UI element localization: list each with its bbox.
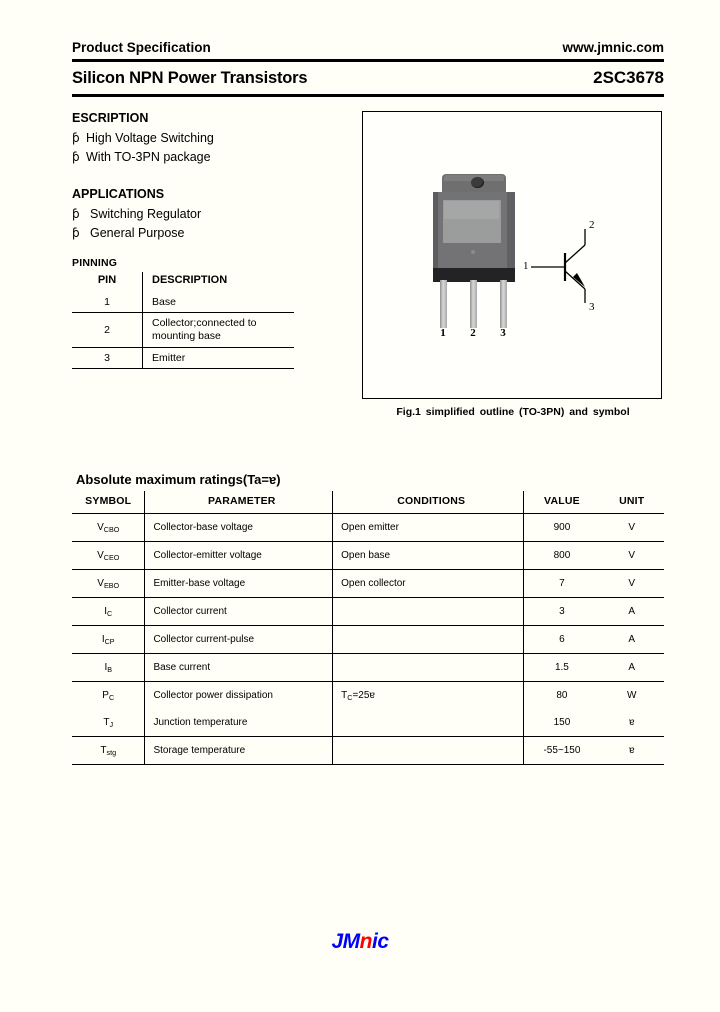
rating-conditions: Open emitter xyxy=(333,514,524,542)
table-row xyxy=(72,654,664,682)
rating-value: -55~150 xyxy=(524,737,600,765)
rating-unit: A xyxy=(600,626,664,654)
symbol-base: T xyxy=(100,744,107,756)
rating-parameter: Storage temperature xyxy=(145,737,333,765)
website-link[interactable]: www.jmnic.com xyxy=(562,40,664,55)
symbol-base: P xyxy=(102,689,109,701)
rating-symbol xyxy=(72,709,145,737)
symbol-pin-base: 1 xyxy=(523,260,529,272)
rating-value: 900 xyxy=(524,514,600,542)
applications-item-label: Switching Regulator xyxy=(90,207,202,221)
ratings-title: Absolute maximum ratings(Ta=ɐ) xyxy=(76,472,281,487)
bullet-icon: ƥ xyxy=(72,131,80,145)
ratings-col-unit: UNIT xyxy=(600,491,664,514)
symbol-subscript: stg xyxy=(106,747,117,757)
rating-conditions xyxy=(333,654,524,682)
rating-unit: V xyxy=(600,514,664,542)
pinning-table xyxy=(72,272,294,369)
ratings-col-conditions: CONDITIONS xyxy=(333,491,524,514)
right-column xyxy=(362,111,664,418)
rating-parameter: Base current xyxy=(145,654,333,682)
figure-box xyxy=(362,111,662,399)
package-mounting-hole xyxy=(471,177,484,188)
ratings-col-value: VALUE xyxy=(524,491,600,514)
package-body-left-edge xyxy=(433,192,438,270)
rating-value: 3 xyxy=(524,598,600,626)
npn-transistor-symbol xyxy=(523,217,633,327)
rating-symbol xyxy=(72,737,145,765)
symbol-pin-emitter: 3 xyxy=(589,301,595,313)
package-lead-1 xyxy=(440,280,447,328)
rating-conditions: Open base xyxy=(333,542,524,570)
condition-tail: =25ɐ xyxy=(352,689,375,701)
ratings-col-parameter: PARAMETER xyxy=(145,491,333,514)
package-label-highlight xyxy=(444,201,499,219)
ratings-header-row xyxy=(72,491,664,514)
table-row xyxy=(72,542,664,570)
description-item xyxy=(72,148,362,167)
rating-symbol xyxy=(72,626,145,654)
package-lead-number-3: 3 xyxy=(500,327,506,339)
symbol-subscript: CP xyxy=(104,636,115,646)
applications-item xyxy=(72,224,362,243)
description-item-label: High Voltage Switching xyxy=(86,131,214,145)
table-row xyxy=(72,570,664,598)
rating-parameter: Collector-base voltage xyxy=(145,514,333,542)
pin-description-line1: Collector;connected to xyxy=(152,317,257,329)
package-lead-number-1: 1 xyxy=(440,327,446,339)
npn-symbol-svg xyxy=(523,217,633,327)
pin-number: 2 xyxy=(72,313,143,348)
condition-base: T xyxy=(341,689,348,701)
part-number: 2SC3678 xyxy=(593,68,664,87)
page-header xyxy=(72,40,664,59)
symbol-base: I xyxy=(101,633,105,645)
rating-parameter: Collector power dissipation xyxy=(145,682,333,710)
logo-text-jm: JM xyxy=(331,930,360,953)
pin-description xyxy=(143,313,295,348)
bullet-icon: ƥ xyxy=(72,150,80,164)
figure-caption: Fig.1 simplified outline (TO-3PN) and symbol xyxy=(396,406,630,418)
rating-value: 800 xyxy=(524,542,600,570)
rating-conditions xyxy=(333,709,524,737)
package-body-right-edge xyxy=(507,192,515,270)
applications-heading: APPLICATIONS xyxy=(72,187,165,201)
package-lead-number-2: 2 xyxy=(470,327,476,339)
transistor-package-image xyxy=(428,174,520,339)
table-row xyxy=(72,626,664,654)
pin-description: Emitter xyxy=(143,348,295,369)
pin-number: 1 xyxy=(72,292,143,313)
table-row xyxy=(72,348,294,369)
table-row xyxy=(72,709,664,737)
package-marking-dot xyxy=(471,250,475,254)
rating-parameter: Collector-emitter voltage xyxy=(145,542,333,570)
symbol-base: I xyxy=(104,661,108,673)
symbol-base: V xyxy=(97,521,104,533)
rating-unit: ɐ xyxy=(600,709,664,737)
rating-parameter: Junction temperature xyxy=(145,709,333,737)
rating-value: 150 xyxy=(524,709,600,737)
rating-value: 6 xyxy=(524,626,600,654)
rating-parameter: Emitter-base voltage xyxy=(145,570,333,598)
description-heading: ESCRIPTION xyxy=(72,111,149,125)
left-column xyxy=(72,111,362,418)
table-row xyxy=(72,682,664,710)
page-content xyxy=(72,40,664,765)
bullet-icon: ƥ xyxy=(72,207,80,221)
rating-symbol xyxy=(72,514,145,542)
package-lead-2 xyxy=(470,280,477,328)
rating-unit: A xyxy=(600,598,664,626)
symbol-subscript: C xyxy=(107,608,113,618)
symbol-pin-collector: 2 xyxy=(589,219,595,231)
rating-value: 1.5 xyxy=(524,654,600,682)
condition-subscript: C xyxy=(347,692,353,702)
description-item-label: With TO-3PN package xyxy=(86,150,211,164)
symbol-subscript: C xyxy=(108,692,115,702)
symbol-subscript: B xyxy=(107,664,113,674)
rating-parameter: Collector current xyxy=(145,598,333,626)
rating-value: 80 xyxy=(556,690,568,701)
table-row xyxy=(72,292,294,313)
rating-conditions xyxy=(333,598,524,626)
rating-symbol xyxy=(72,654,145,682)
table-row xyxy=(72,514,664,542)
table-row xyxy=(72,737,664,765)
product-specification-label: Product Specification xyxy=(72,40,211,55)
rating-value: 7 xyxy=(524,570,600,598)
logo-text-ic: ic xyxy=(372,930,389,953)
table-row xyxy=(72,313,294,348)
absolute-maximum-ratings-table xyxy=(72,491,664,765)
applications-item-label: General Purpose xyxy=(90,226,185,240)
symbol-base: V xyxy=(97,549,104,561)
company-logo xyxy=(0,930,720,954)
title-row xyxy=(72,62,664,94)
rating-unit: V xyxy=(600,570,664,598)
pin-description-line2: mounting base xyxy=(152,330,221,342)
symbol-base: V xyxy=(97,577,104,589)
rating-unit: ɐ xyxy=(600,737,664,765)
symbol-subscript: CEO xyxy=(103,552,120,562)
symbol-subscript: EBO xyxy=(103,580,120,590)
rating-conditions xyxy=(333,626,524,654)
rating-conditions: Open collector xyxy=(333,570,524,598)
pin-description: Base xyxy=(143,292,295,313)
logo-text-n: n xyxy=(359,930,372,953)
symbol-base: I xyxy=(104,605,108,617)
rating-unit: W xyxy=(627,690,637,701)
pin-number: 3 xyxy=(72,348,143,369)
symbol-subscript: CBO xyxy=(103,524,120,534)
description-item xyxy=(72,129,362,148)
bullet-icon: ƥ xyxy=(72,226,80,240)
applications-item xyxy=(72,205,362,224)
table-row xyxy=(72,598,664,626)
rating-symbol xyxy=(72,682,145,710)
pinning-label: PINNING xyxy=(72,257,118,269)
ratings-col-symbol: SYMBOL xyxy=(72,491,145,514)
pinning-header-row xyxy=(72,272,294,292)
rating-unit: A xyxy=(600,654,664,682)
rating-symbol xyxy=(72,598,145,626)
body-columns xyxy=(72,111,664,418)
pinning-col-description: DESCRIPTION xyxy=(152,274,228,286)
rating-conditions xyxy=(333,737,524,765)
symbol-base: T xyxy=(103,716,110,728)
symbol-subscript: J xyxy=(109,719,114,729)
rating-symbol xyxy=(72,542,145,570)
header-rule-bottom xyxy=(72,94,664,97)
rating-parameter: Collector current-pulse xyxy=(145,626,333,654)
page-title: Silicon NPN Power Transistors xyxy=(72,69,308,87)
package-lead-3 xyxy=(500,280,507,328)
rating-unit: V xyxy=(600,542,664,570)
rating-symbol xyxy=(72,570,145,598)
rating-conditions xyxy=(333,682,524,710)
pinning-col-pin: PIN xyxy=(72,272,143,292)
